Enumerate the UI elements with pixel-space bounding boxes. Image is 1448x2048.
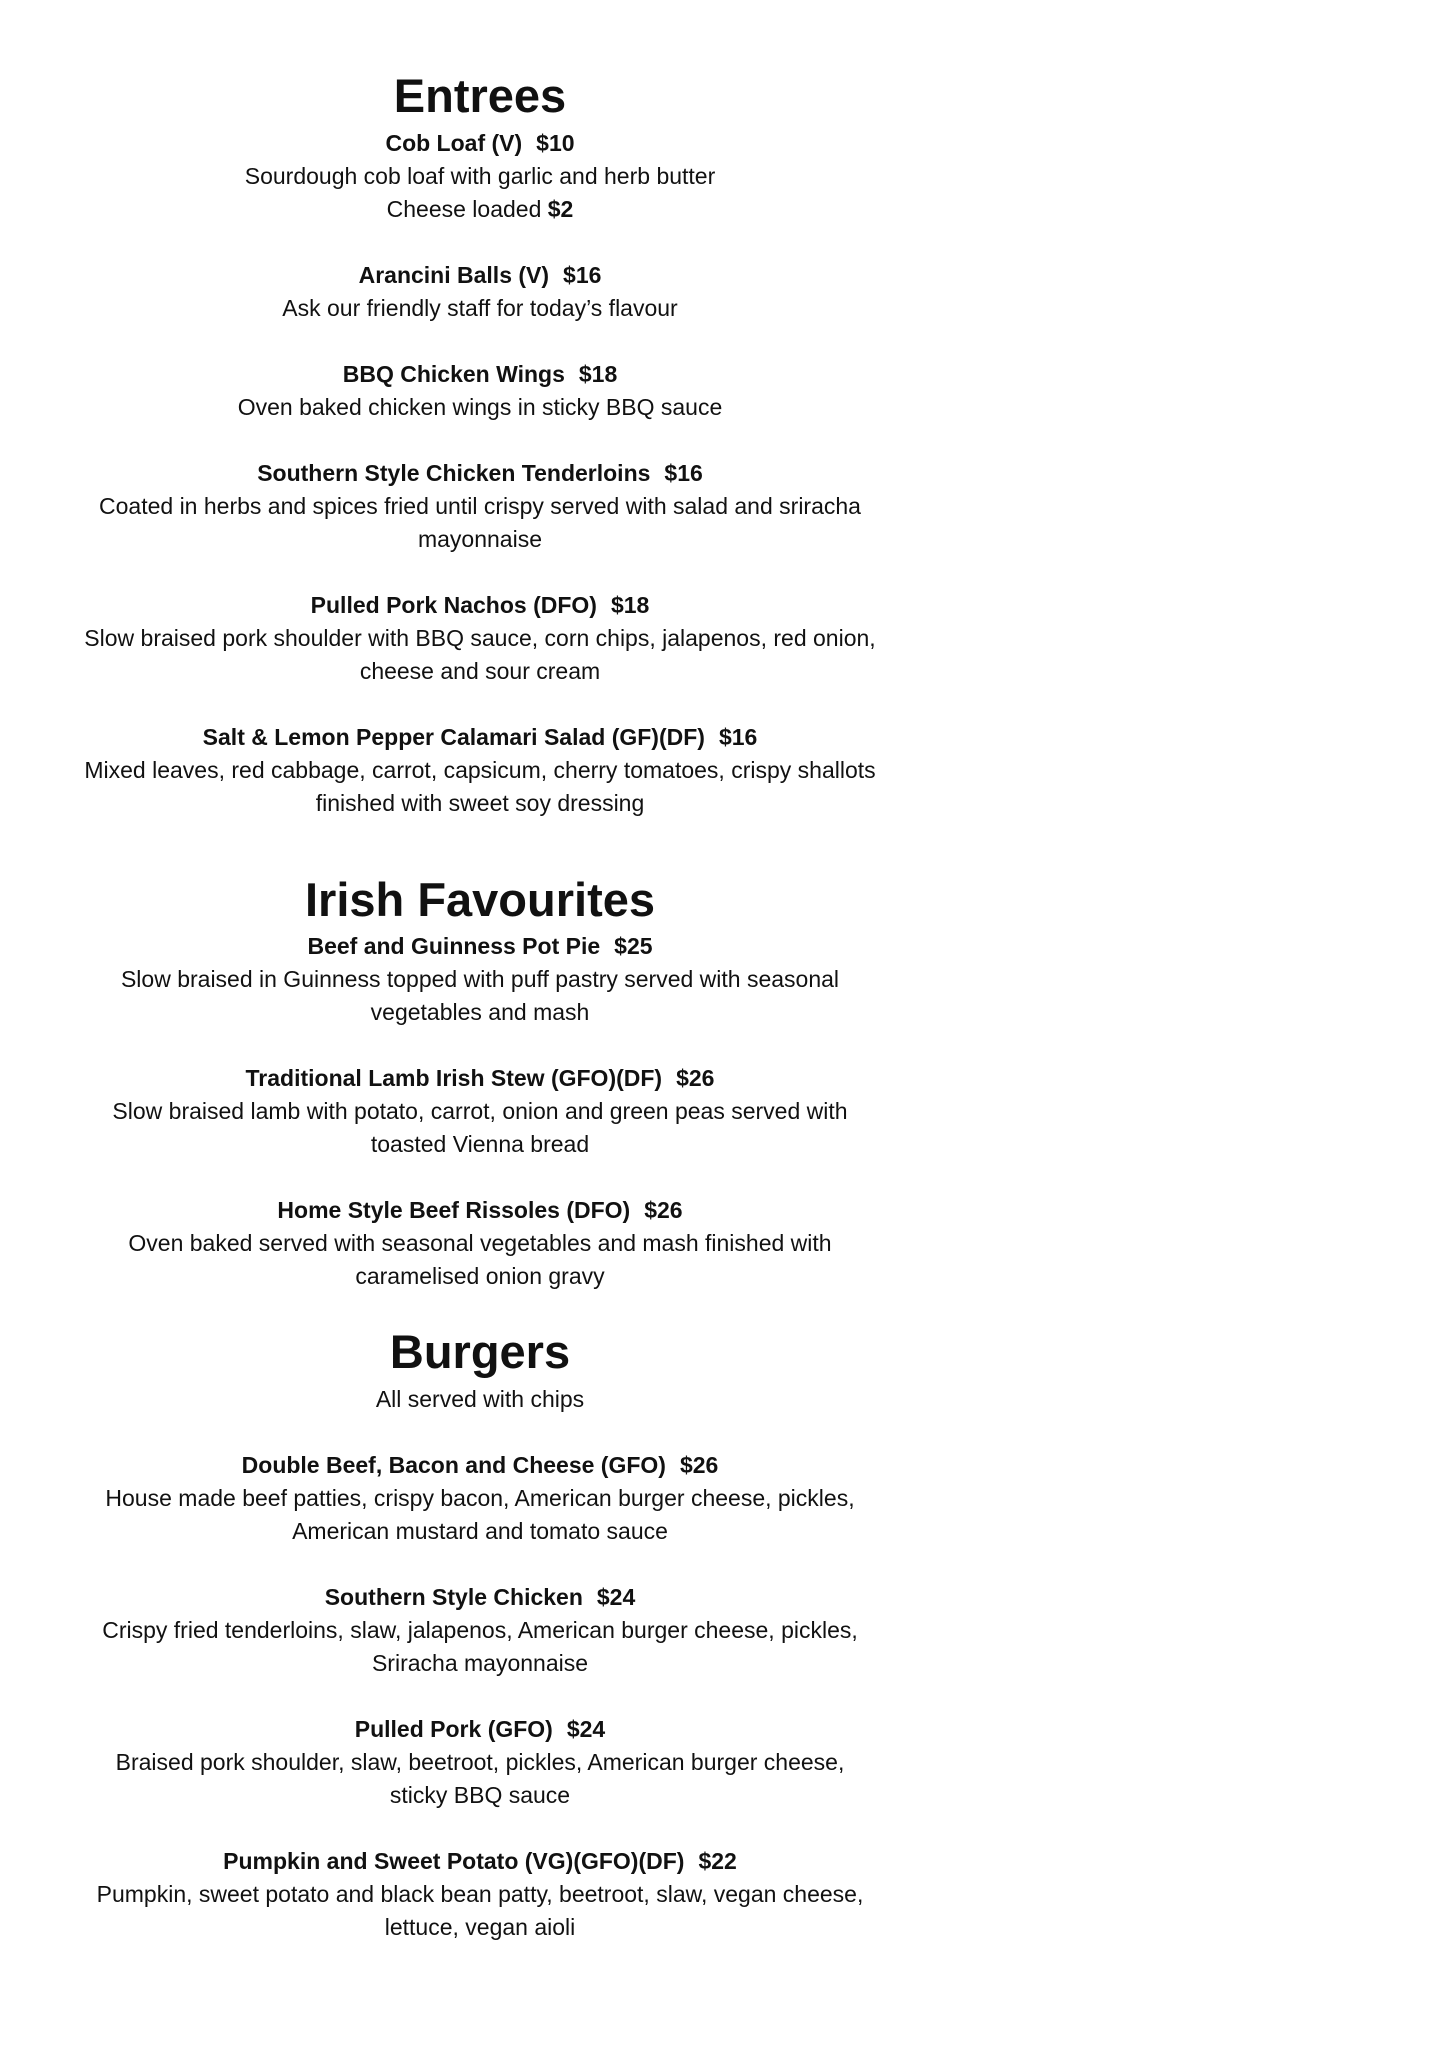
item-description: American mustard and tomato sauce (292, 1517, 668, 1544)
menu-item (30, 358, 930, 424)
item-description: cheese and sour cream (359, 657, 601, 684)
section-title-burgers: Burgers (389, 1325, 571, 1379)
item-price: $24 (566, 1715, 606, 1742)
item-name: Southern Style Chicken (324, 1583, 583, 1610)
item-name: Home Style Beef Rissoles (DFO) (277, 1197, 631, 1224)
item-name: Traditional Lamb Irish Stew (GFO)(DF) (245, 1065, 663, 1092)
item-name: Cob Loaf (V) (385, 129, 523, 156)
item-description: mayonnaise (417, 525, 543, 552)
item-description: Oven baked served with seasonal vegetables and mash finished with (128, 1230, 832, 1257)
section-subtitle-burgers: All served with chips (375, 1385, 585, 1412)
menu-item (30, 1845, 930, 1944)
item-name: Pulled Pork (GFO) (354, 1715, 553, 1742)
menu-item (30, 127, 930, 226)
section-burgers (30, 1326, 930, 1944)
item-name: Salt & Lemon Pepper Calamari Salad (GF)(DF) (202, 723, 705, 750)
item-description: toasted Vienna bread (370, 1131, 590, 1158)
item-name: BBQ Chicken Wings (342, 360, 565, 387)
item-price: $16 (718, 723, 758, 750)
section-entrees (30, 70, 930, 820)
item-price: $16 (563, 261, 602, 288)
item-description: vegetables and mash (370, 999, 590, 1026)
menu-item (30, 721, 930, 820)
item-description: Oven baked chicken wings in sticky BBQ sauce (237, 393, 723, 420)
item-description: sticky BBQ sauce (389, 1781, 571, 1808)
item-price: $16 (664, 459, 703, 486)
item-description: Sriracha mayonnaise (371, 1649, 589, 1676)
menu-item (30, 589, 930, 688)
menu-item (30, 1194, 930, 1293)
item-price: $24 (596, 1583, 636, 1610)
item-price: $18 (578, 360, 618, 387)
item-price: $26 (676, 1065, 715, 1092)
menu-item (30, 1581, 930, 1680)
item-price: $22 (698, 1847, 737, 1874)
item-extra-price: $2 (547, 195, 574, 222)
item-description: caramelised onion gravy (355, 1263, 605, 1290)
menu-item (30, 1062, 930, 1161)
section-irish-favourites (30, 874, 930, 1294)
item-name: Beef and Guinness Pot Pie (307, 933, 601, 960)
item-description: lettuce, vegan aioli (384, 1913, 576, 1940)
item-price: $26 (679, 1451, 719, 1478)
item-name: Pumpkin and Sweet Potato (VG)(GFO)(DF) (223, 1847, 685, 1874)
menu-item (30, 930, 930, 1029)
item-description: Mixed leaves, red cabbage, carrot, capsicum, cherry tomatoes, crispy shallots (84, 756, 876, 783)
item-description: Slow braised pork shoulder with BBQ sauce, corn chips, jalapenos, red onion, (84, 624, 876, 651)
item-price: $25 (614, 933, 653, 960)
item-name: Southern Style Chicken Tenderloins (257, 459, 651, 486)
menu-item (30, 259, 930, 325)
item-description: Braised pork shoulder, slaw, beetroot, pickles, American burger cheese, (115, 1748, 845, 1775)
item-extra (30, 193, 930, 226)
item-price: $26 (644, 1197, 683, 1224)
item-price: $10 (536, 129, 575, 156)
item-extra-label: Cheese loaded (386, 195, 542, 222)
item-description: House made beef patties, crispy bacon, American burger cheese, pickles, (105, 1484, 855, 1511)
item-description: Slow braised in Guinness topped with puff pastry served with seasonal (120, 966, 840, 993)
item-description: Coated in herbs and spices fried until crispy served with salad and sriracha (99, 492, 861, 519)
item-price: $18 (610, 591, 650, 618)
menu-item (30, 1449, 930, 1548)
section-title-irish-favourites: Irish Favourites (305, 872, 655, 926)
item-name: Arancini Balls (V) (358, 261, 550, 288)
item-description: Sourdough cob loaf with garlic and herb butter (244, 162, 716, 189)
item-name: Double Beef, Bacon and Cheese (GFO) (241, 1451, 666, 1478)
item-description: finished with sweet soy dressing (315, 789, 645, 816)
menu-item (30, 1713, 930, 1812)
item-description: Crispy fried tenderloins, slaw, jalapenos, American burger cheese, pickles, (102, 1616, 858, 1643)
item-description: Ask our friendly staff for today’s flavour (282, 294, 678, 321)
item-description: Slow braised lamb with potato, carrot, onion and green peas served with (112, 1098, 848, 1125)
section-title-entrees: Entrees (393, 69, 567, 122)
item-name: Pulled Pork Nachos (DFO) (310, 591, 597, 618)
item-description: Pumpkin, sweet potato and black bean patty, beetroot, slaw, vegan cheese, (96, 1880, 864, 1907)
menu-page (30, 70, 930, 1977)
menu-item (30, 457, 930, 556)
